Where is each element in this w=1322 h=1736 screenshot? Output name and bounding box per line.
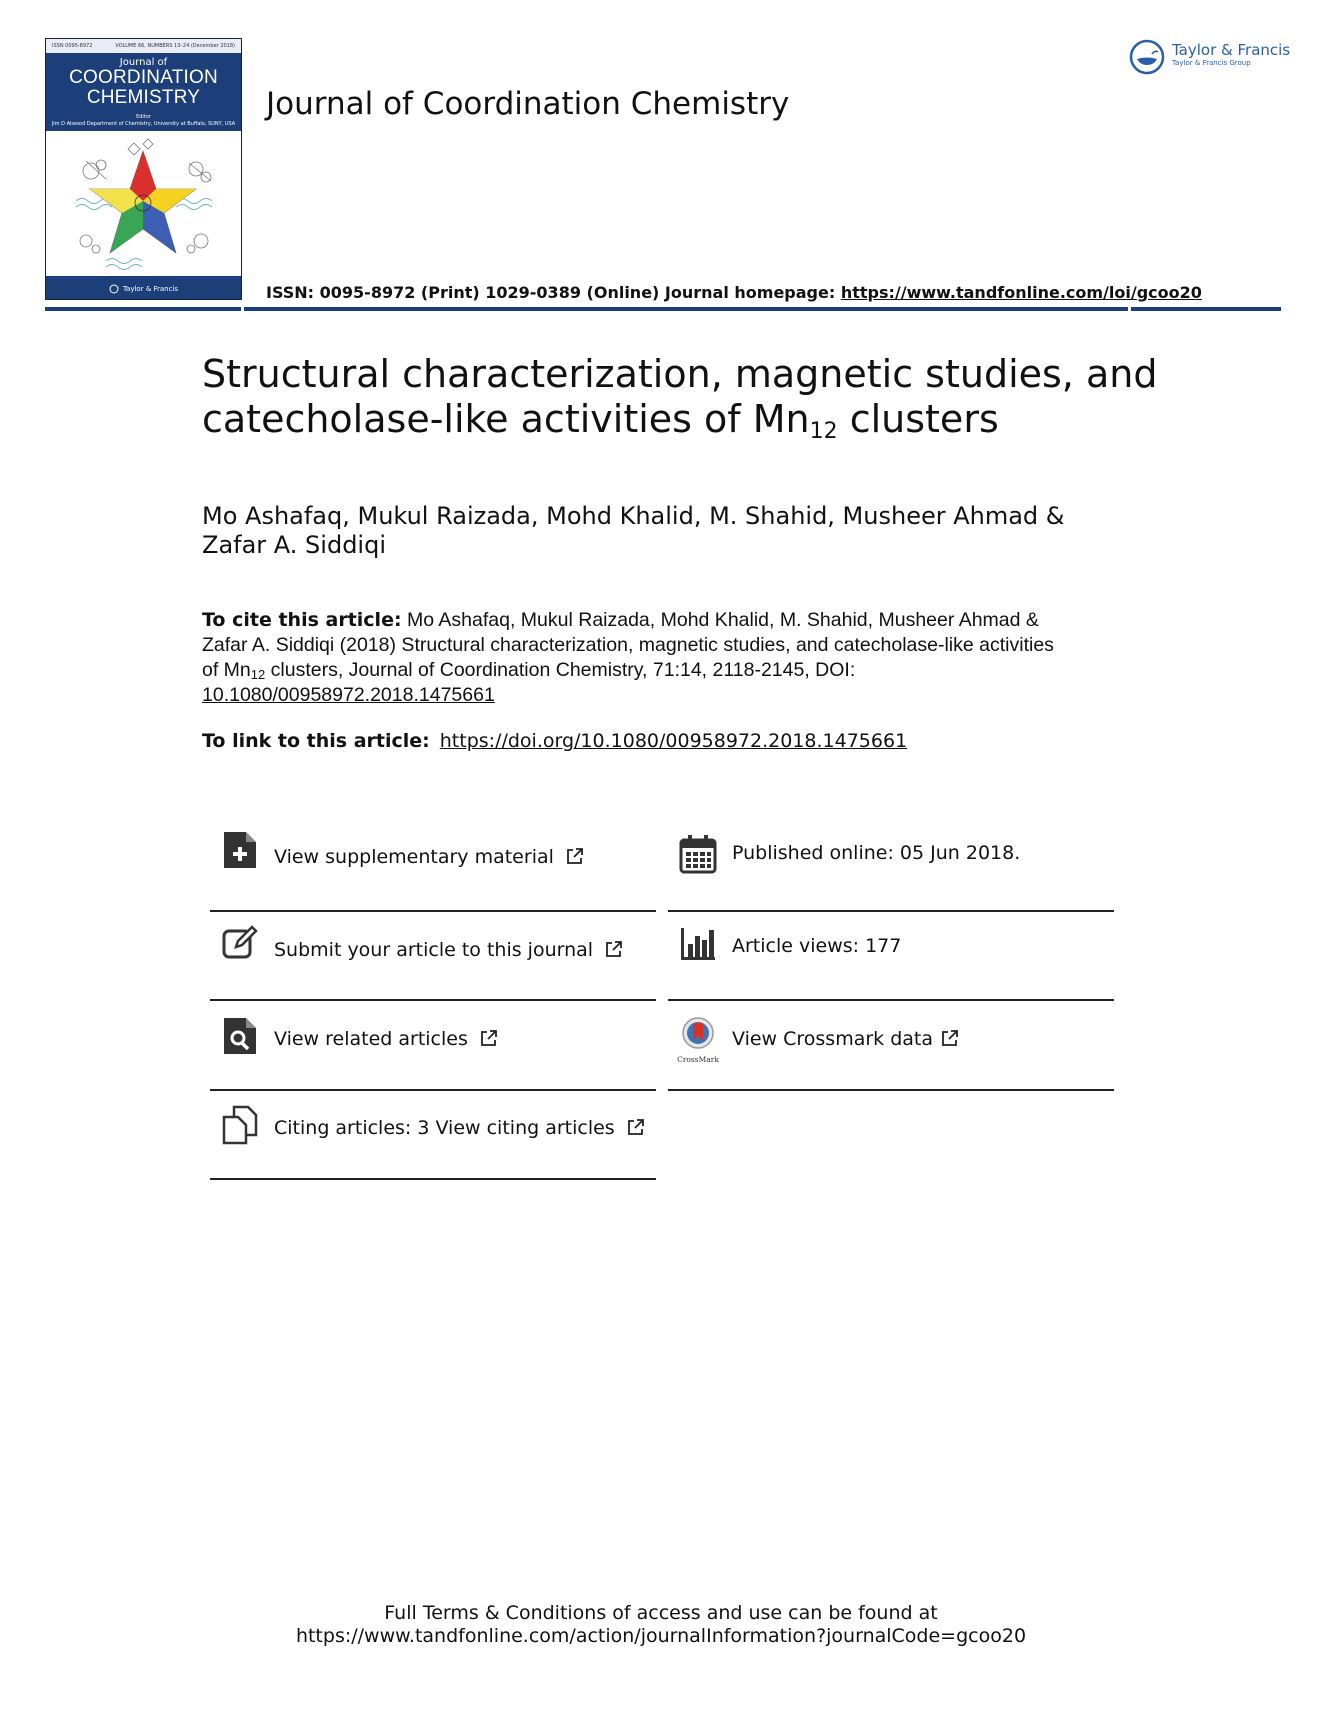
- cover-editor: [46, 114, 241, 128]
- article-views-label: Article views: 177: [732, 935, 902, 957]
- title-subscript: 12: [809, 419, 838, 444]
- cover-publisher-band: [46, 279, 241, 299]
- crossmark-label: View Crossmark data: [732, 1028, 934, 1050]
- published-online-label: Published online: 05 Jun 2018.: [732, 842, 1021, 864]
- calendar-icon: [680, 834, 716, 874]
- article-doi-link[interactable]: https://doi.org/10.1080/00958972.2018.1475661: [439, 730, 908, 752]
- terms-footer: [0, 1602, 1322, 1648]
- journal-homepage-link[interactable]: https://www.tandfonline.com/loi/gcoo20: [840, 283, 1202, 302]
- crossmark-badge-text: CrossMark: [677, 1055, 719, 1064]
- cover-editor-name: Jim D Atwood Department of Chemistry, University at Buffalo, SUNY, USA: [51, 121, 236, 127]
- bar-chart-icon: [680, 926, 716, 966]
- cite-doi-link[interactable]: 10.1080/00958972.2018.1475661: [202, 684, 495, 706]
- cover-journal-of: Journal of: [119, 57, 168, 68]
- article-views-cell: [668, 911, 1114, 1001]
- submit-article-label: Submit your article to this journal: [274, 939, 594, 961]
- cover-issn: ISSN 0095-8972: [52, 43, 93, 49]
- taylor-francis-logo[interactable]: [1128, 38, 1290, 76]
- header-rule-gap: [1128, 307, 1131, 311]
- crossmark-icon: [677, 1017, 719, 1065]
- cover-volume: VOLUME 66, NUMBERS 13–24 (December 2018): [115, 43, 235, 49]
- external-link-icon: [627, 1118, 645, 1136]
- cover-star-artwork: [46, 131, 241, 276]
- submit-article-cell[interactable]: [210, 911, 656, 1001]
- article-link-line: [202, 730, 907, 752]
- external-link-icon: [605, 940, 623, 958]
- external-link-icon: [566, 847, 584, 865]
- search-document-icon: [222, 1016, 258, 1056]
- publisher-name: Taylor & Francis: [1172, 41, 1291, 59]
- related-articles-label: View related articles: [274, 1028, 468, 1050]
- published-online-cell: [668, 822, 1114, 912]
- cover-title-line1: COORDINATION: [69, 67, 218, 88]
- copy-documents-icon: [222, 1105, 258, 1145]
- external-link-icon: [941, 1029, 959, 1047]
- journal-cover-image: [45, 38, 242, 300]
- link-label: To link to this article:: [202, 730, 430, 752]
- cite-subscript: 12: [250, 667, 266, 682]
- header-rule-gap: [241, 307, 244, 311]
- crossmark-cell[interactable]: [668, 1001, 1114, 1091]
- cover-publisher-icon: [109, 284, 119, 294]
- citing-articles-cell[interactable]: [210, 1090, 656, 1180]
- issn-line: [266, 283, 1202, 302]
- supplementary-cell[interactable]: [210, 822, 656, 912]
- cite-label: To cite this article:: [202, 609, 402, 631]
- related-articles-cell[interactable]: [210, 1001, 656, 1091]
- article-title: Structural characterization, magnetic studies, and catecholase-like activities of $Mn_{12}$ clusters: [202, 352, 1158, 444]
- cover-top-band: [46, 39, 241, 53]
- cover-editor-label: Editor: [136, 114, 151, 120]
- cite-text-cont: clusters, Journal of Coordination Chemistry, 71:14, 2118-2145, DOI:: [265, 659, 856, 681]
- article-authors: Mo Ashafaq, Mukul Raizada, Mohd Khalid, M. Shahid, Musheer Ahmad & Zafar A. Siddiqi: [202, 502, 1065, 559]
- header-rule: [45, 307, 1281, 311]
- cover-publisher: Taylor & Francis: [122, 285, 179, 293]
- footer-terms-link[interactable]: https://www.tandfonline.com/action/journalInformation?journalCode=gcoo20: [295, 1625, 1027, 1647]
- footer-line1: Full Terms & Conditions of access and use can be found at: [384, 1602, 938, 1624]
- supplementary-label: View supplementary material: [274, 846, 554, 868]
- cover-title-line2: CHEMISTRY: [86, 87, 201, 108]
- journal-name: Journal of Coordination Chemistry: [266, 86, 790, 122]
- file-plus-icon: [222, 830, 258, 870]
- publisher-group: Taylor & Francis Group: [1172, 59, 1251, 67]
- issn-text: ISSN: 0095-8972 (Print) 1029-0389 (Online) Journal homepage:: [266, 283, 841, 302]
- cite-text: Mo Ashafaq, Mukul Raizada, Mohd Khalid, M. Shahid, Musheer Ahmad & Zafar A. Siddiqi (2018) Structural characterization, magnetic studies, and catecholase-like activities of Mn: [202, 609, 1054, 681]
- external-link-icon: [480, 1029, 498, 1047]
- edit-icon: [222, 923, 258, 963]
- citing-articles-label: Citing articles: 3 View citing articles: [274, 1117, 615, 1139]
- citation-block: [202, 608, 1072, 708]
- taylor-francis-lamp-icon: [1128, 38, 1166, 76]
